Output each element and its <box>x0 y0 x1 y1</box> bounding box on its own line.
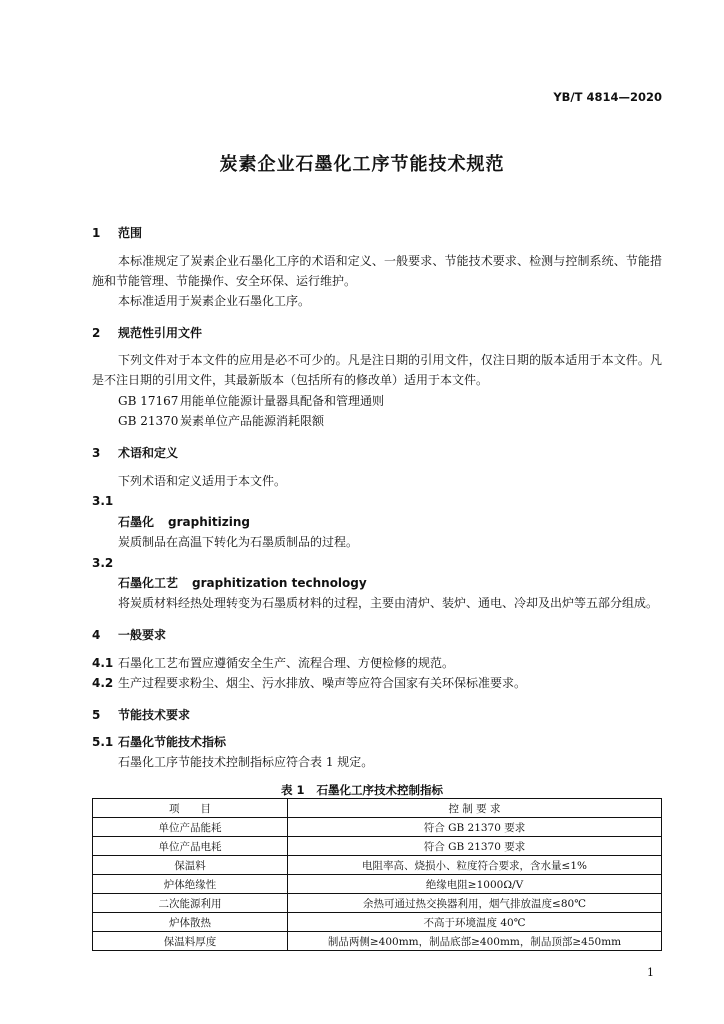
section-4-heading <box>92 626 166 643</box>
term-number: 3.1 <box>92 494 114 508</box>
table-cell-item: 保温料厚度 <box>93 932 288 951</box>
table-row <box>93 913 662 932</box>
reference-title: 用能单位能源计量器具配备和管理通则 <box>180 394 385 408</box>
term-name: 石墨化工艺 <box>118 576 179 590</box>
reference-item <box>118 392 384 409</box>
term-name-en: graphitization technology <box>192 576 367 590</box>
table-row <box>93 818 662 837</box>
section-3-heading <box>92 444 178 461</box>
section-title: 术语和定义 <box>118 446 179 460</box>
standard-code: YB/T 4814—2020 <box>553 90 662 104</box>
table-caption-number: 表 1 <box>280 783 305 797</box>
table-cell-item: 单位产品能耗 <box>93 818 288 837</box>
subsection-number: 5.1 <box>92 735 114 749</box>
table-cell-requirement: 符合 GB 21370 要求 <box>288 818 662 837</box>
table-cell-item: 二次能源利用 <box>93 894 288 913</box>
table-row <box>93 875 662 894</box>
section-title: 规范性引用文件 <box>118 326 203 340</box>
section-3-paragraph: 下列术语和定义适用于本文件。 <box>118 474 287 488</box>
table-cell-item: 单位产品电耗 <box>93 837 288 856</box>
table-row <box>93 894 662 913</box>
term-heading <box>118 574 367 591</box>
term-heading <box>118 513 250 530</box>
term-name: 石墨化 <box>118 515 155 529</box>
term-number: 3.2 <box>92 556 114 570</box>
table-cell-requirement: 符合 GB 21370 要求 <box>288 837 662 856</box>
technical-indicators-table <box>92 798 662 951</box>
page-number: 1 <box>647 966 654 979</box>
requirement-item <box>92 654 454 671</box>
section-number: 3 <box>92 446 101 460</box>
column-header-requirement: 控 制 要 求 <box>288 799 662 818</box>
section-number: 2 <box>92 326 101 340</box>
table-caption <box>0 782 724 798</box>
section-2-heading <box>92 324 202 341</box>
table-cell-item: 炉体绝缘性 <box>93 875 288 894</box>
section-title: 节能技术要求 <box>118 708 191 722</box>
subsection-text: 石墨化工序节能技术控制指标应符合表 1 规定。 <box>118 755 374 769</box>
column-header-item: 项 目 <box>93 799 288 818</box>
table-cell-requirement: 电阻率高、烧损小、粒度符合要求，含水量≤1% <box>288 856 662 875</box>
section-1-heading <box>92 224 142 241</box>
section-number: 4 <box>92 628 101 642</box>
table-cell-item: 保温料 <box>93 856 288 875</box>
table-caption-title: 石墨化工序技术控制指标 <box>316 783 443 797</box>
table-cell-requirement: 余热可通过热交换器利用，烟气排放温度≤80℃ <box>288 894 662 913</box>
table-cell-requirement: 不高于环境温度 40℃ <box>288 913 662 932</box>
reference-title: 炭素单位产品能源消耗限额 <box>180 414 325 428</box>
section-5-heading <box>92 706 190 723</box>
table-cell-item: 炉体散热 <box>93 913 288 932</box>
section-2-paragraph: 下列文件对于本文件的应用是必不可少的。凡是注日期的引用文件，仅注日期的版本适用于本文件。凡是不注日期的引用文件，其最新版本（包括所有的修改单）适用于本文件。 <box>92 353 662 387</box>
table-row <box>93 856 662 875</box>
requirement-item <box>92 674 526 691</box>
requirement-text: 生产过程要求粉尘、烟尘、污水排放、噪声等应符合国家有关环保标准要求。 <box>118 676 527 690</box>
reference-item <box>118 412 324 429</box>
section-title: 一般要求 <box>118 628 167 642</box>
table-row <box>93 932 662 951</box>
section-1-paragraph-1: 本标准规定了炭素企业石墨化工序的术语和定义、一般要求、节能技术要求、检测与控制系统、节能措施和节能管理、节能操作、安全环保、运行维护。 <box>92 254 662 288</box>
table-cell-requirement: 绝缘电阻≥1000Ω/V <box>288 875 662 894</box>
term-definition: 炭质制品在高温下转化为石墨质制品的过程。 <box>118 535 359 549</box>
term-name-en: graphitizing <box>168 515 250 529</box>
table-header-row <box>93 799 662 818</box>
section-title: 范围 <box>118 226 143 240</box>
term-definition: 将炭质材料经热处理转变为石墨质材料的过程，主要由清炉、装炉、通电、冷却及出炉等五部分组成。 <box>118 596 659 610</box>
reference-code: GB 21370 <box>118 414 179 428</box>
reference-code: GB 17167 <box>118 394 179 408</box>
document-title: 炭素企业石墨化工序节能技术规范 <box>219 154 505 175</box>
section-number: 1 <box>92 226 101 240</box>
subsection-heading <box>92 733 226 750</box>
subsection-title: 石墨化节能技术指标 <box>118 735 227 749</box>
table-cell-requirement: 制品两侧≥400mm，制品底部≥400mm，制品顶部≥450mm <box>288 932 662 951</box>
table-row <box>93 837 662 856</box>
section-1-paragraph-2: 本标准适用于炭素企业石墨化工序。 <box>118 294 311 308</box>
requirement-number: 4.2 <box>92 676 114 690</box>
requirement-number: 4.1 <box>92 656 114 670</box>
requirement-text: 石墨化工艺布置应遵循安全生产、流程合理、方便检修的规范。 <box>118 656 455 670</box>
section-number: 5 <box>92 708 101 722</box>
